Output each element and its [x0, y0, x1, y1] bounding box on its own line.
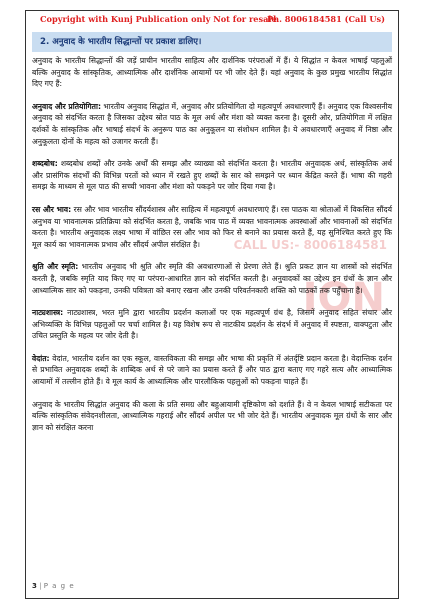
section-paragraph — [32, 101, 392, 147]
intro-paragraph: अनुवाद के भारतीय सिद्धान्तों की जड़ें प्राचीन भारतीय साहित्य और दार्शनिक परंपराओं में हैं। ये सिद्धांत न केवल भाषाई पहलुओं बल्कि अनुवाद के सांस्कृतिक, आध्यात्मिक और दार्शनिक आयामों पर भी जोर देते हैं। यहां अनुवाद के कुछ प्रमुख भारतीय सिद्धांत दिए गए हैं: — [32, 56, 392, 89]
page-number: 3 — [32, 582, 37, 590]
section-term: नाट्यशास्त्र: — [32, 308, 64, 318]
section-text: शब्दबोध शब्दों और उनके अर्थों की समझ और व्याख्या को संदर्भित करता है। भारतीय अनुवादक अर्थ, सांस्कृतिक अर्थ और प्रासंगिक संदर्भों की विभिन्न परतों को ध्यान में रखते हुए शब्दों के सार को समझने पर ध्यान केंद्रित करते हैं। भाषा की गहरी समझ के माध्यम से मूल पाठ की सच्ची भावना और मंशा को पकड़ने पर जोर दिया गया है। — [32, 159, 392, 192]
answer-body — [32, 55, 392, 444]
section-text: रस और भाव भारतीय सौंदर्यशास्त्र और साहित्य में महत्वपूर्ण अवधारणाएं हैं। रस पाठक या श्रोताओं में विकसित सौंदर्य अनुभव या भावनात्मक प्रतिक्रिया को संदर्भित करता है, जबकि भाव पाठ में व्यक्त भावनात्मक अवस्थाओं और भावनाओं को संदर्भित करता है। भारतीय अनुवादक लक्ष्य भाषा में वांछित रस और भाव को फिर से बनाने का प्रयास करते हैं, यह सुनिश्चित करते हुए कि मूल कार्य का भावनात्मक प्रभाव और सौंदर्य अपील संरक्षित है। — [32, 204, 392, 249]
footer-separator: | — [39, 582, 42, 590]
copyright-text: Copyright with Kunj Publication only Not for resale — [40, 14, 277, 24]
section-term: शब्दबोध: — [32, 159, 58, 169]
closing-paragraph: अनुवाद के भारतीय सिद्धांत अनुवाद की कला के प्रति समग्र और बहुआयामी दृष्टिकोण को दर्शाते हैं। वे न केवल भाषाई सटीकता पर बल्कि सांस्कृतिक संवेदनशीलता, आध्यात्मिक गहराई और सौंदर्य अपील पर भी जोर देते हैं। भारतीय अनुवादक मूल ग्रंथों के सार और ज्ञान को संरक्षित करना — [32, 399, 392, 432]
section-term: श्रुति और स्मृति: — [32, 262, 79, 272]
watermark-call-text: CALL US:- 8006184581 — [233, 238, 387, 252]
section-term: रस और भाव: — [32, 204, 72, 214]
section-paragraph — [32, 204, 392, 250]
section-text: भारतीय अनुवाद भी श्रुति और स्मृति की अवधारणाओं से प्रेरणा लेते हैं। श्रुति प्रकट ज्ञान या शास्त्रों को संदर्भित करती है, जबकि स्मृति याद किए गए या परंपरा-आधारित ज्ञान को संदर्भित करती है। अनुवादकों का उद्देश्य इन ग्रंथों के ज्ञान और आध्यात्मिक सार को पकड़ना, उनकी पवित्रता को बनाए रखना और उनकी परिवर्तनकारी शक्ति को पाठकों तक पहुँचाना है। — [32, 262, 392, 295]
contact-phone: Ph. 8006184581 (Call Us) — [267, 14, 386, 24]
copyright-header — [32, 14, 394, 28]
section-text: भारतीय अनुवाद सिद्धांत में, अनुवाद और प्रतियोगिता दो महत्वपूर्ण अवधारणाएँ हैं। अनुवाद एक विश्वसनीय अनुवाद को संदर्भित करता है जिसका उद्देश्य स्रोत पाठ के मूल अर्थ और मंशा को व्यक्त करना है। दूसरी ओर, प्रतियोगिता में लक्षित दर्शकों के सांस्कृतिक और भाषाई संदर्भ के अनुरूप पाठ का अनुकूलन या संशोधन शामिल है। ये अवधारणाएँ अनुवाद में निष्ठा और अनुकूलता दोनों के महत्व को उजागर करती हैं। — [32, 101, 392, 146]
page-footer — [32, 582, 75, 590]
section-text: नाट्यशास्त्र, भरत मुनि द्वारा भारतीय प्रदर्शन कलाओं पर एक महत्वपूर्ण ग्रंथ है, जिसमें अनुवाद सहित संचार और अभिव्यक्ति के विभिन्न पहलुओं पर चर्चा शामिल है। यह विशेष रूप से नाटकीय प्रदर्शन के संदर्भ में अनुवाद में स्पष्टता, वाक्पटुता और उचित प्रस्तुति के महत्व पर जोर देती है। — [32, 308, 392, 341]
section-paragraph — [32, 261, 392, 296]
page-label: P a g e — [43, 582, 75, 590]
section-paragraph — [32, 307, 392, 342]
question-heading: 2. अनुवाद के भारतीय सिद्धान्तों पर प्रकाश डालिए। — [32, 32, 392, 52]
section-term: अनुवाद और प्रतियोगिता: — [32, 101, 101, 111]
section-paragraph — [32, 158, 392, 193]
section-text: वेदांत, भारतीय दर्शन का एक स्कूल, वास्तविकता की समझ और भाषा की प्रकृति में अंतर्दृष्टि प्रदान करता है। वेदान्तिक दर्शन से प्रभावित अनुवादक शब्दों के शाब्दिक अर्थ से परे जाने का प्रयास करते हैं और पाठ द्वारा बताए गए गहरे सत्य और आध्यात्मिक आयामों में तल्लीन होते हैं। वे मूल कार्य के आध्यात्मिक और पारलौकिक पहलुओं को पकड़ना चाहते हैं। — [32, 353, 392, 387]
section-paragraph — [32, 353, 392, 388]
watermark-text: ION — [302, 275, 385, 321]
section-term: वेदांत: — [32, 353, 50, 363]
